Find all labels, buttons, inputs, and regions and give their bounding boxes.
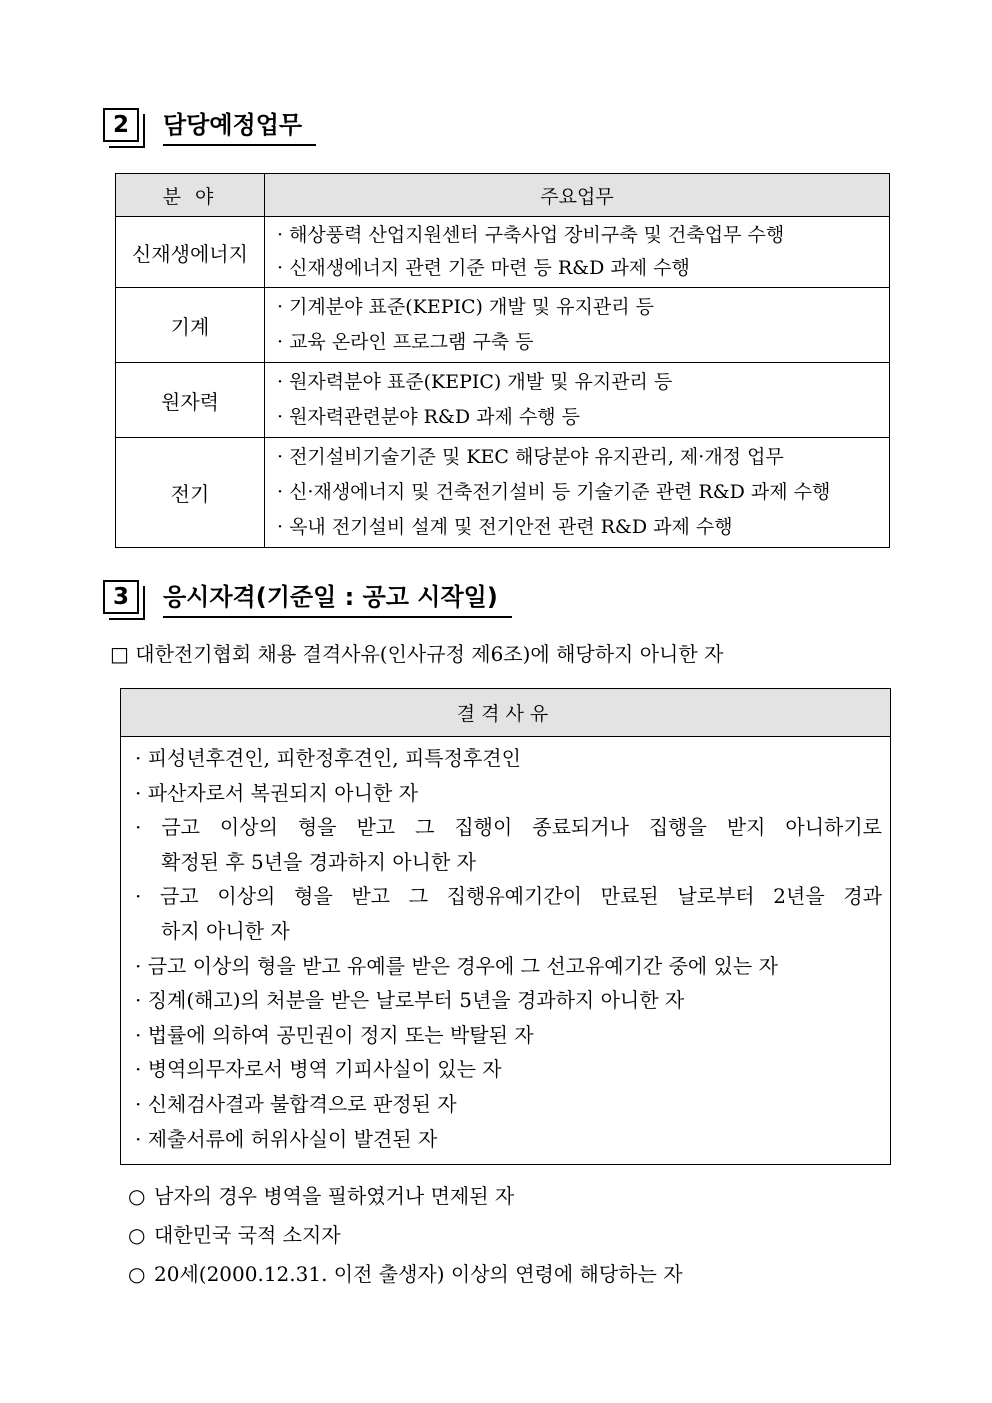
disqualification-header: 결격사유 bbox=[121, 689, 891, 737]
circle-bullet-icon: ○ bbox=[128, 1262, 146, 1286]
section-3-number: 3 bbox=[103, 580, 139, 614]
list-item: · 금고 이상의 형을 받고 그 집행유예기간이 만료된 날로부터 2년을 경과 bbox=[135, 884, 882, 909]
duty-item: · 교육 온라인 프로그램 구축 등 bbox=[277, 331, 534, 353]
duty-item: · 신재생에너지 관련 기준 마련 등 R&D 과제 수행 bbox=[277, 257, 690, 279]
row-duties bbox=[265, 288, 890, 363]
row-duties bbox=[265, 438, 890, 548]
list-item: · 금고 이상의 형을 받고 유예를 받은 경우에 그 선고유예기간 중에 있는 자 bbox=[135, 953, 778, 978]
circle-bullet-icon: ○ bbox=[128, 1184, 146, 1208]
list-item: · 병역의무자로서 병역 기피사실이 있는 자 bbox=[135, 1057, 502, 1082]
duty-item: · 해상풍력 산업지원센터 구축사업 장비구축 및 건축업무 수행 bbox=[277, 224, 785, 246]
condition-item bbox=[128, 1180, 514, 1209]
list-item: · 파산자로서 복권되지 아니한 자 bbox=[135, 780, 418, 805]
row-field: 신재생에너지 bbox=[116, 217, 265, 288]
condition-text: 20세(2000.12.31. 이전 출생자) 이상의 연령에 해당하는 자 bbox=[154, 1262, 683, 1286]
table-row bbox=[116, 217, 890, 288]
disqualification-table bbox=[120, 688, 891, 1165]
list-item: · 금고 이상의 형을 받고 그 집행이 종료되거나 집행을 받지 아니하기로 bbox=[135, 815, 882, 840]
table-row bbox=[116, 288, 890, 363]
row-field: 전기 bbox=[116, 438, 265, 548]
duty-item: · 신·재생에너지 및 건축전기설비 등 기술기준 관련 R&D 과제 수행 bbox=[277, 481, 831, 503]
row-field: 원자력 bbox=[116, 363, 265, 438]
duty-item: · 원자력관련분야 R&D 과제 수행 등 bbox=[277, 406, 580, 428]
row-duties bbox=[265, 363, 890, 438]
duty-item: · 기계분야 표준(KEPIC) 개발 및 유지관리 등 bbox=[277, 296, 654, 318]
list-item-continuation: 하지 아니한 자 bbox=[161, 918, 290, 943]
condition-item bbox=[128, 1258, 683, 1287]
row-duties bbox=[265, 217, 890, 288]
duty-item: · 원자력분야 표준(KEPIC) 개발 및 유지관리 등 bbox=[277, 371, 673, 393]
duty-item: · 전기설비기술기준 및 KEC 해당분야 유지관리, 제·개정 업무 bbox=[277, 446, 784, 468]
section-3-title: 응시자격(기준일 : 공고 시작일) bbox=[163, 580, 512, 618]
circle-bullet-icon: ○ bbox=[128, 1223, 146, 1247]
condition-text: 남자의 경우 병역을 필하였거나 면제된 자 bbox=[154, 1184, 515, 1208]
disqualification-list bbox=[121, 737, 891, 1165]
table-row bbox=[116, 363, 890, 438]
list-item: · 법률에 의하여 공민권이 정지 또는 박탈된 자 bbox=[135, 1022, 534, 1047]
list-item: · 신체검사결과 불합격으로 판정된 자 bbox=[135, 1091, 457, 1116]
list-item: · 징계(해고)의 처분을 받은 날로부터 5년을 경과하지 아니한 자 bbox=[135, 988, 685, 1013]
duty-item: · 옥내 전기설비 설계 및 전기안전 관련 R&D 과제 수행 bbox=[277, 516, 733, 538]
list-item-continuation: 확정된 후 5년을 경과하지 아니한 자 bbox=[161, 849, 476, 874]
condition-text: 대한민국 국적 소지자 bbox=[154, 1223, 341, 1247]
condition-item bbox=[128, 1219, 341, 1248]
qualification-intro: □ 대한전기협회 채용 결격사유(인사규정 제6조)에 해당하지 아니한 자 bbox=[110, 642, 724, 666]
header-field: 분 야 bbox=[116, 174, 265, 217]
list-item: · 제출서류에 허위사실이 발견된 자 bbox=[135, 1126, 438, 1151]
row-field: 기계 bbox=[116, 288, 265, 363]
duties-table-header bbox=[116, 174, 890, 217]
section-2-title: 담당예정업무 bbox=[163, 108, 316, 146]
list-item: · 피성년후견인, 피한정후견인, 피특정후견인 bbox=[135, 746, 521, 770]
section-2-number: 2 bbox=[103, 108, 139, 142]
header-duty: 주요업무 bbox=[265, 174, 890, 217]
table-row bbox=[116, 438, 890, 548]
duties-table bbox=[115, 173, 890, 548]
